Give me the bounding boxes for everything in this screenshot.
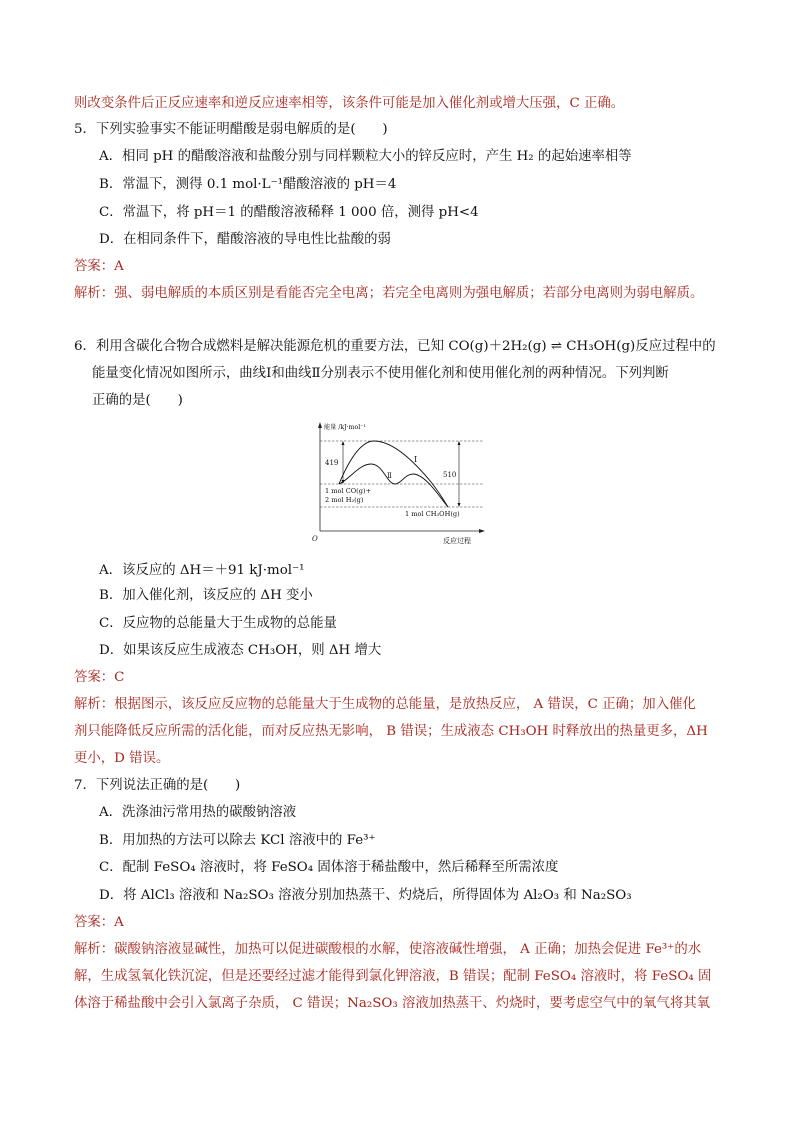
q5-answer: 答案：A xyxy=(74,259,124,274)
q7-answer: 答案：A xyxy=(74,915,124,930)
y-axis-label: 能量 /kJ·mol⁻¹ xyxy=(324,424,366,431)
right-energy-value: 510 xyxy=(443,471,457,479)
x-axis-label: 反应过程 xyxy=(443,537,471,545)
q7-explanation-line2: 解，生成氢氧化铁沉淀，但是还要经过滤才能得到氯化钾溶液，B 错误；配制 FeSO₄ 溶液时，将 FeSO₄ 固 xyxy=(74,969,712,984)
q5-option-c: C．常温下，将 pH＝1 的醋酸溶液稀释 1 000 倍，测得 pH<4 xyxy=(99,205,479,220)
curve-2-label: Ⅱ xyxy=(387,472,392,480)
q5-option-b: B．常温下，测得 0.1 mol·L⁻¹醋酸溶液的 pH＝4 xyxy=(99,177,397,192)
q7-explanation-line1: 解析：碳酸钠溶液显碱性，加热可以促进碳酸根的水解，使溶液碱性增强， A 正确；加热会促进 Fe³⁺的水 xyxy=(74,942,702,957)
reactant-label-line2: 2 mol H₂(g) xyxy=(325,496,364,504)
q7-explanation-line3: 体溶于稀盐酸中会引入氯离子杂质， C 错误；Na₂SO₃ 溶液加热蒸干、灼烧时，要考虑空气中的氧气将其氧 xyxy=(74,996,711,1011)
q6-explanation-line1: 解析：根据图示，该反应反应物的总能量大于生成物的总能量，是放热反应， A 错误，C 正确；加入催化 xyxy=(74,697,696,712)
q6-answer: 答案：C xyxy=(74,670,125,685)
right-arrow-down-icon xyxy=(458,503,461,507)
left-arrow-up-icon xyxy=(342,441,345,445)
q7-option-c: C．配制 FeSO₄ 溶液时，将 FeSO₄ 固体溶于稀盐酸中，然后稀释至所需浓度 xyxy=(99,860,559,875)
question-5-stem: 5．下列实验事实不能证明醋酸是弱电解质的是( ) xyxy=(74,122,388,137)
prev-explanation-tail: 则改变条件后正反应速率和逆反应速率相等，该条件可能是加入催化剂或增大压强，C 正确。 xyxy=(74,96,625,111)
q6-option-c: C．反应物的总能量大于生成物的总能量 xyxy=(99,616,337,631)
q5-option-a: A．相同 pH 的醋酸溶液和盐酸分别与同样颗粒大小的锌反应时，产生 H₂ 的起始速率相等 xyxy=(99,149,632,164)
energy-profile-figure xyxy=(309,420,489,550)
reactant-label-line1: 1 mol CO(g)+ xyxy=(325,487,372,495)
y-axis-arrow-icon xyxy=(318,422,322,428)
q6-option-a: A．该反应的 ΔH＝＋91 kJ·mol⁻¹ xyxy=(99,563,305,578)
origin-label: O xyxy=(312,535,318,543)
q5-explanation: 解析：强、弱电解质的本质区别是看能否完全电离；若完全电离则为强电解质；若部分电离则为弱电解质。 xyxy=(74,286,704,301)
question-6-stem-line2: 能量变化情况如图所示，曲线Ⅰ和曲线Ⅱ分别表示不使用催化剂和使用催化剂的两种情况。下列判断 xyxy=(92,366,669,381)
q6-option-b: B．加入催化剂，该反应的 ΔH 变小 xyxy=(99,588,313,603)
q7-option-a: A．洗涤油污常用热的碳酸钠溶液 xyxy=(99,805,297,820)
question-7-stem: 7．下列说法正确的是( ) xyxy=(74,778,241,793)
q5-option-d: D．在相同条件下，醋酸溶液的导电性比盐酸的弱 xyxy=(99,232,391,247)
product-label: 1 mol CH₃OH(g) xyxy=(405,510,460,518)
q7-option-b: B．用加热的方法可以除去 KCl 溶液中的 Fe³⁺ xyxy=(99,833,376,848)
q7-option-d: D．将 AlCl₃ 溶液和 Na₂SO₃ 溶液分别加热蒸干、灼烧后，所得固体为 Al₂O₃ 和 Na₂SO₃ xyxy=(99,888,632,903)
left-energy-value: 419 xyxy=(325,459,339,467)
question-6-stem-line1: 6．利用含碳化合物合成燃料是解决能源危机的重要方法，已知 CO(g)＋2H₂(g) ⇌ CH₃OH(g)反应过程中的 xyxy=(74,339,716,354)
q6-explanation-line2: 剂只能降低反应所需的活化能，而对反应热无影响， B 错误；生成液态 CH₃OH 时释放出的热量更多，ΔH xyxy=(74,724,708,739)
question-6-stem-line3: 正确的是( ) xyxy=(92,393,183,408)
x-axis-arrow-icon xyxy=(479,529,485,533)
q6-option-d: D．如果该反应生成液态 CH₃OH，则 ΔH 增大 xyxy=(99,643,382,658)
right-arrow-up-icon xyxy=(458,441,461,445)
q6-explanation-line3: 更小，D 错误。 xyxy=(74,751,170,766)
curve-1-label: Ⅰ xyxy=(414,455,418,464)
